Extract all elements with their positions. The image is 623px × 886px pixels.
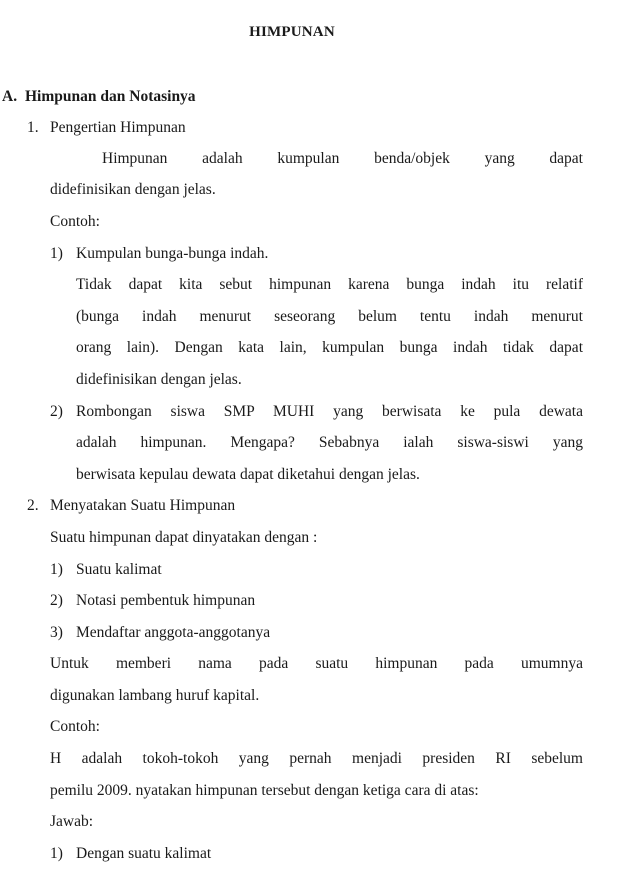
way-1-number: 1) xyxy=(50,561,63,578)
example-2-line: Rombongan siswa SMP MUHI yang berwisata ke pula dewata xyxy=(76,403,583,420)
jawab-label: Jawab: xyxy=(50,813,94,830)
example-1-text: Kumpulan bunga-bunga indah. xyxy=(76,245,269,262)
document-title: HIMPUNAN xyxy=(249,24,335,40)
item-2-number: 2. xyxy=(27,497,39,514)
way-3-text: Mendaftar anggota-anggotanya xyxy=(76,624,271,641)
answer-1-number: 1) xyxy=(50,845,63,862)
section-a-marker: A. xyxy=(2,88,18,105)
example-2-number: 2) xyxy=(50,403,63,420)
item-2-example-line: H adalah tokoh-tokoh yang pernah menjadi presiden RI sebelum xyxy=(50,750,583,767)
item-2-example-line: pemilu 2009. nyatakan himpunan tersebut dengan ketiga cara di atas: xyxy=(50,782,479,799)
example-1-explanation-line: didefinisikan dengan jelas. xyxy=(76,371,242,388)
item-2-contoh-label: Contoh: xyxy=(50,718,100,735)
item-2-paragraph-line: Untuk memberi nama pada suatu himpunan pada umumnya xyxy=(50,655,583,672)
item-1-heading: Pengertian Himpunan xyxy=(50,119,186,136)
example-1-explanation-line: Tidak dapat kita sebut himpunan karena bunga indah itu relatif xyxy=(76,276,583,293)
example-2-line: adalah himpunan. Mengapa? Sebabnya ialah siswa-siswi yang xyxy=(76,434,583,451)
example-1-explanation-line: orang lain). Dengan kata lain, kumpulan bunga indah tidak dapat xyxy=(76,339,583,356)
item-2-heading: Menyatakan Suatu Himpunan xyxy=(50,497,236,514)
item-2-paragraph-line: digunakan lambang huruf kapital. xyxy=(50,687,260,704)
example-1-number: 1) xyxy=(50,245,63,262)
example-2-line: berwisata kepulau dewata dapat diketahui dengan jelas. xyxy=(76,466,420,483)
way-3-number: 3) xyxy=(50,624,63,641)
section-a-heading: Himpunan dan Notasinya xyxy=(25,88,196,105)
item-1-paragraph-line: Himpunan adalah kumpulan benda/objek yang dapat xyxy=(102,150,583,167)
example-1-explanation-line: (bunga indah menurut seseorang belum tentu indah menurut xyxy=(76,308,583,325)
way-2-text: Notasi pembentuk himpunan xyxy=(76,592,256,609)
item-1-paragraph-line: didefinisikan dengan jelas. xyxy=(50,181,216,198)
item-1-number: 1. xyxy=(27,119,39,136)
way-2-number: 2) xyxy=(50,592,63,609)
item-1-contoh-label: Contoh: xyxy=(50,213,100,230)
item-2-intro: Suatu himpunan dapat dinyatakan dengan : xyxy=(50,529,318,546)
answer-1-text: Dengan suatu kalimat xyxy=(76,845,212,862)
way-1-text: Suatu kalimat xyxy=(76,561,162,578)
